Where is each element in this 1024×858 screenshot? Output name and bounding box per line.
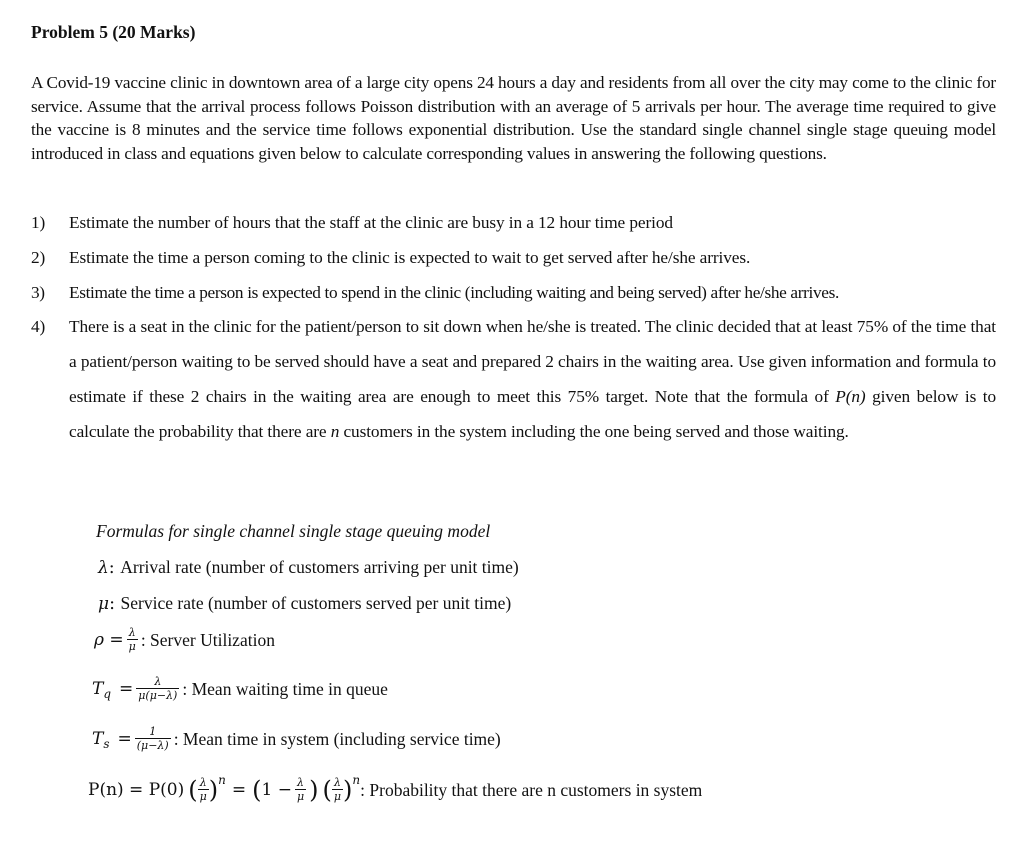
fraction-denominator: μ: [128, 640, 136, 653]
pn-one-minus: 1 −: [261, 780, 292, 800]
fraction-denominator: μ: [296, 790, 305, 803]
question-number: 4): [31, 317, 46, 337]
rho-description: : Server Utilization: [140, 629, 275, 650]
problem-title: Problem 5 (20 Marks): [31, 22, 196, 42]
formula-title: Formulas for single channel single stage queuing model: [96, 521, 491, 541]
question-text: Estimate the number of hours that the staff at the clinic are busy in a 12 hour time period: [69, 213, 673, 232]
formula-mu: μ : Service rate (number of customers served per unit time): [98, 593, 512, 614]
tq-description: : Mean waiting time in queue: [182, 678, 388, 699]
question-3: [31, 276, 996, 311]
lambda-symbol: λ: [98, 557, 109, 578]
formula-ts: [92, 726, 501, 752]
formula-rho: [94, 627, 275, 653]
pn-fraction-3: [332, 777, 343, 803]
rho-lhs: ρ =: [94, 630, 124, 650]
paren-close: ): [343, 776, 353, 804]
formula-tq: [92, 676, 388, 702]
pn-symbol: P(n): [835, 386, 866, 406]
rho-fraction: [127, 627, 138, 653]
question-number: 3): [31, 282, 45, 302]
fraction-numerator: λ: [128, 626, 136, 639]
pn-lhs: P(n) = P(0): [88, 780, 185, 800]
formula-lambda: λ : Arrival rate (number of customers arriving per unit time): [98, 557, 519, 578]
tq-equals: =: [119, 679, 134, 699]
paren-open: (: [322, 776, 332, 804]
paren-open: (: [252, 776, 262, 804]
paren-close: ): [208, 776, 219, 804]
problem-intro: A Covid-19 vaccine clinic in downtown area of a large city opens 24 hours a day and residents from all over the city may come to the clinic for service. Assume that the arrival process follows Poisson distribution with an average of 5 arrivals per hour. The average time required to give the vaccine is 8 minutes and the service time follows exponential distribution. Use the standard single channel single stage queuing model introduced in class and equations given below to calculate corresponding values in answering the following questions.: [31, 73, 996, 163]
question-2: [31, 241, 996, 276]
question-4: [31, 310, 996, 449]
formula-pn: [88, 773, 703, 804]
tq-fraction: [136, 676, 179, 702]
question-text: Estimate the time a person coming to the clinic is expected to wait to get served after he/she arrives.: [69, 247, 751, 267]
ts-equals: =: [117, 729, 132, 749]
tq-lhs: T: [92, 679, 104, 699]
question-text-part-b: given below is to calculate the probability that there are: [69, 386, 996, 441]
pn-fraction-2: [295, 777, 306, 803]
paren-open: (: [188, 776, 198, 804]
fraction-denominator: μ: [333, 790, 342, 803]
question-text: Estimate the time a person is expected to spend in the clinic (including waiting and being served) after he/she arrives.: [69, 282, 839, 302]
fraction-numerator: λ: [199, 776, 207, 789]
question-number: 1): [31, 213, 46, 232]
fraction-numerator: λ: [297, 776, 305, 789]
pn-equals: =: [231, 780, 247, 800]
question-text-part-c: customers in the system including the one being served and those waiting.: [339, 421, 849, 441]
ts-description: : Mean time in system (including service time): [173, 728, 501, 749]
n-symbol: n: [330, 421, 340, 441]
pn-fraction: [198, 777, 209, 803]
tq-subscript: q: [103, 687, 112, 701]
question-list: [31, 206, 996, 450]
fraction-denominator: (μ−λ): [136, 739, 169, 752]
ts-fraction: [135, 726, 171, 752]
fraction-numerator: λ: [154, 675, 162, 688]
ts-subscript: s: [103, 737, 110, 751]
fraction-denominator: μ(μ−λ): [138, 689, 178, 702]
pn-description: : Probability that there are n customers in system: [360, 779, 703, 800]
question-text: [69, 310, 996, 449]
mu-symbol: μ: [98, 593, 110, 614]
paren-close: ): [309, 776, 319, 804]
lambda-description: Arrival rate (number of customers arriving per unit time): [120, 557, 519, 577]
fraction-denominator: μ: [199, 790, 207, 803]
fraction-numerator: 1: [149, 725, 157, 738]
ts-lhs: T: [92, 729, 104, 749]
fraction-numerator: λ: [333, 776, 341, 789]
question-text-part-a: There is a seat in the clinic for the patient/person to sit down when he/she is treated. The clinic decided that at least 75% of the time that a patient/person waiting to be served should have a seat and prepared 2 chairs in the waiting area. Use given information and formula to estimate if these 2 chairs in the waiting area are enough to meet this 75% target. Note that the formula of: [69, 317, 996, 406]
pn-exponent: n: [218, 773, 226, 787]
mu-description: Service rate (number of customers served per unit time): [120, 593, 512, 613]
question-1: [31, 206, 996, 241]
pn-exponent: n: [352, 773, 361, 787]
question-number: 2): [31, 247, 46, 267]
